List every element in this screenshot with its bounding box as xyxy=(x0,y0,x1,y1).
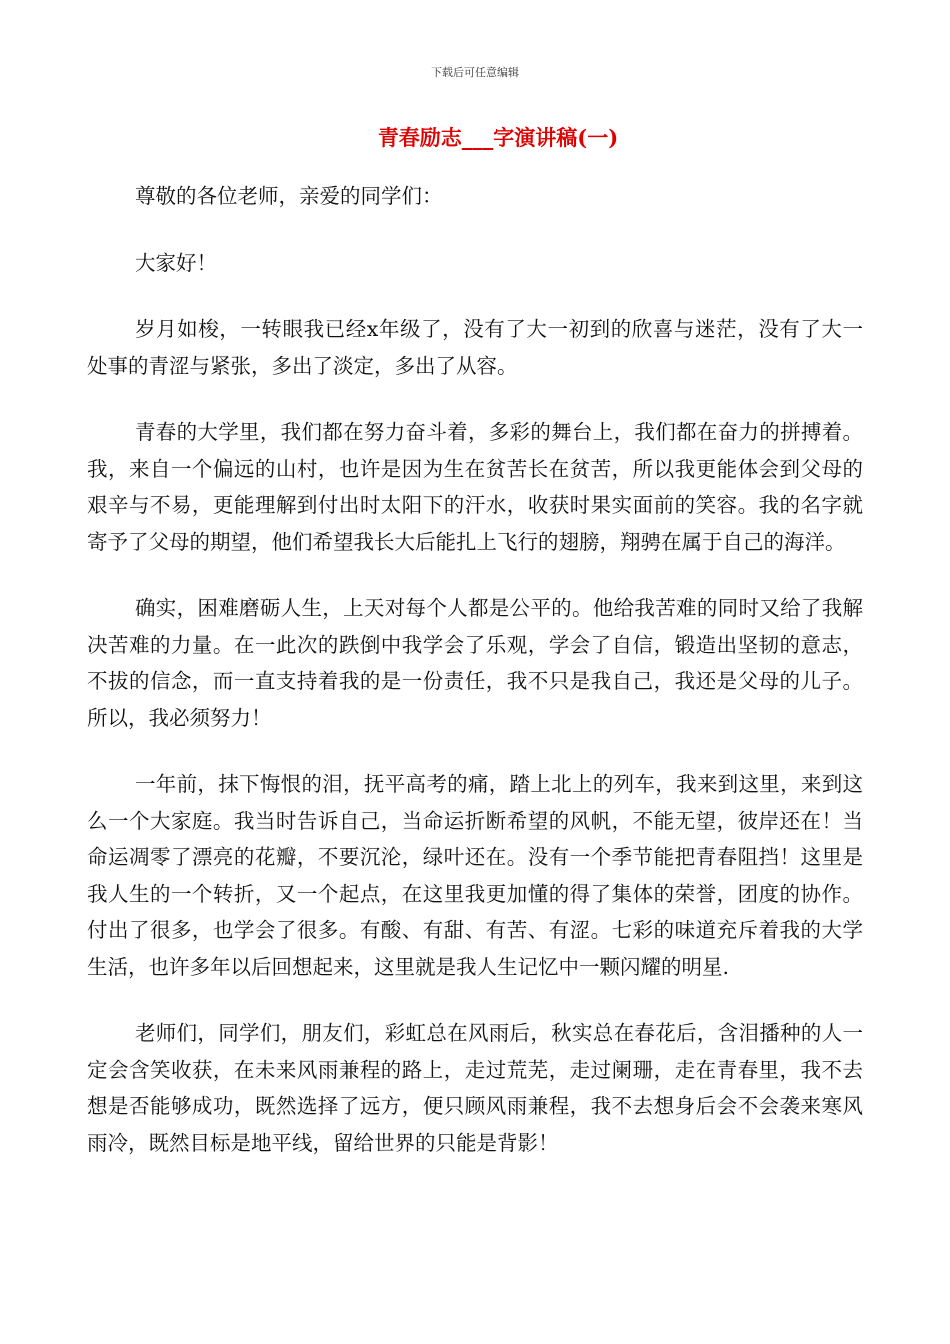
paragraph: 老师们，同学们，朋友们，彩虹总在风雨后，秋实总在春花后，含泪播种的人一定会含笑收获，在未来风雨兼程的路上，走过荒芜，走过阑珊，走在青春里，我不去想是否能够成功，既然选择了远方，便只顾风雨兼程，我不去想身后会不会袭来寒风雨冷，既然目标是地平线，留给世界的只能是背影！ xyxy=(87,1021,863,1155)
header-note: 下载后可任意编辑 xyxy=(431,66,519,79)
paragraph-salutation: 尊敬的各位老师，亲爱的同学们： xyxy=(135,184,443,208)
document-body xyxy=(87,178,863,1191)
paragraph: 确实，困难磨砺人生，上天对每个人都是公平的。他给我苦难的同时又给了我解决苦难的力量。在一此次的跌倒中我学会了乐观，学会了自信，锻造出坚韧的意志，不拔的信念，而一直支持着我的是一份责任，我不只是我自己，我还是父母的儿子。所以，我必须努力！ xyxy=(87,596,863,730)
paragraph: 一年前，抹下悔恨的泪，抚平高考的痛，踏上北上的列车，我来到这里，来到这么一个大家庭。我当时告诉自己，当命运折断希望的风帆，不能无望，彼岸还在！当命运凋零了漂亮的花瓣，不要沉沦，绿叶还在。没有一个季节能把青春阻挡！这里是我人生的一个转折，又一个起点，在这里我更加懂的得了集体的荣誉，团度的协作。付出了很多，也学会了很多。有酸、有甜、有苦、有涩。七彩的味道充斥着我的大学生活，也许多年以后回想起来，这里就是我人生记忆中一颗闪耀的明星. xyxy=(87,772,863,979)
paragraph: 岁月如梭，一转眼我已经x年级了，没有了大一初到的欣喜与迷茫，没有了大一处事的青涩与紧张，多出了淡定，多出了从容。 xyxy=(87,317,863,378)
paragraph: 青春的大学里，我们都在努力奋斗着，多彩的舞台上，我们都在奋力的拼搏着。我，来自一个偏远的山村，也许是因为生在贫苦长在贫苦，所以我更能体会到父母的艰辛与不易，更能理解到付出时太阳下的汗水，收获时果实面前的笑容。我的名字就寄予了父母的期望，他们希望我长大后能扎上飞行的翅膀，翔骋在属于自己的海洋。 xyxy=(87,420,863,554)
paragraph-greeting: 大家好！ xyxy=(135,250,217,275)
document-title: 青春励志___字演讲稿(一) xyxy=(377,125,619,150)
